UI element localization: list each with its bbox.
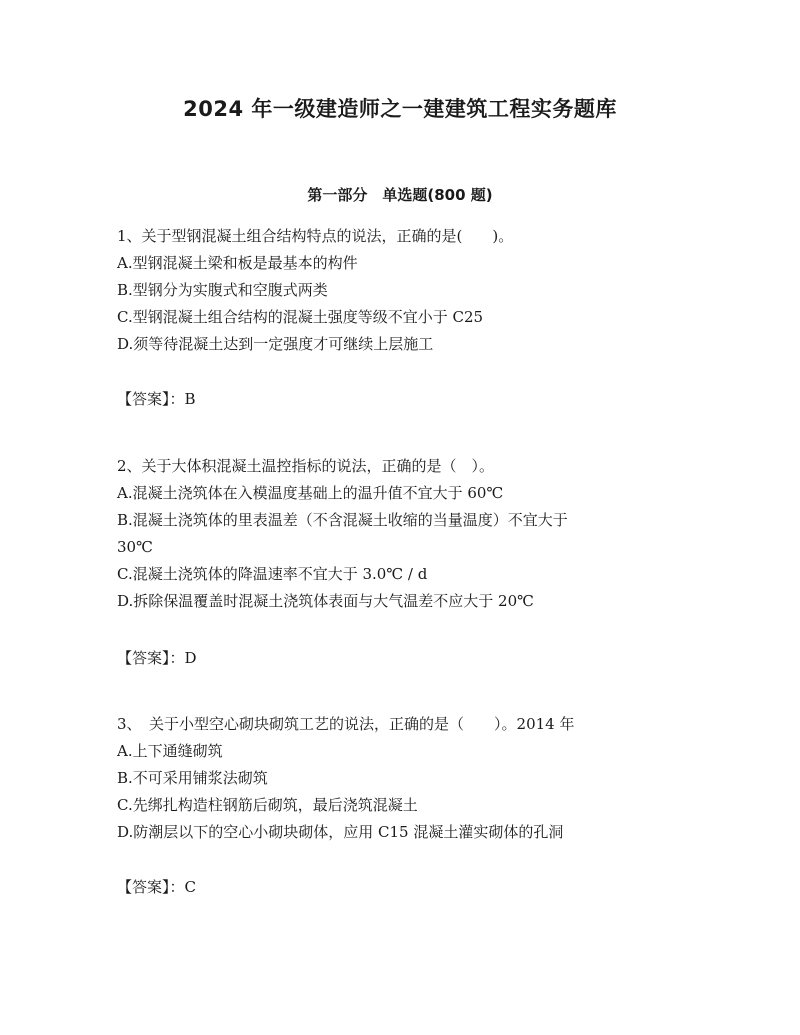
option-b: B.混凝土浇筑体的里表温差（不含混凝土收缩的当量温度）不宜大于 [117, 511, 568, 529]
question-stem: 2、关于大体积混凝土温控指标的说法，正确的是（ ）。 [117, 457, 495, 475]
option-c: C.混凝土浇筑体的降温速率不宜大于 3.0℃ / d [117, 565, 428, 583]
option-b: B.不可采用铺浆法砌筑 [117, 769, 268, 787]
option-d: D.须等待混凝土达到一定强度才可继续上层施工 [117, 335, 434, 353]
option-b: B.型钢分为实腹式和空腹式两类 [117, 281, 328, 299]
section-title: 第一部分 单选题(800 题) [307, 186, 493, 204]
question-3 [117, 711, 677, 846]
answer-value: ：D [169, 649, 197, 667]
answer-2 [117, 645, 197, 672]
question-2 [117, 453, 677, 615]
answer-3 [117, 874, 196, 901]
option-d: D.防潮层以下的空心小砌块砌体，应用 C15 混凝土灌实砌体的孔洞 [117, 823, 564, 841]
option-a: A.上下通缝砌筑 [117, 742, 223, 760]
answer-1 [117, 386, 196, 413]
answer-value: ：B [169, 390, 196, 408]
option-b-continued: 30℃ [117, 538, 153, 556]
answer-label: 【答案】 [117, 878, 170, 896]
question-1 [117, 223, 677, 358]
option-d: D.拆除保温覆盖时混凝土浇筑体表面与大气温差不应大于 20℃ [117, 592, 534, 610]
answer-label: 【答案】 [117, 649, 170, 667]
question-stem: 3、 关于小型空心砌块砌筑工艺的说法，正确的是（ ）。2014 年 [117, 715, 575, 733]
option-c: C.型钢混凝土组合结构的混凝土强度等级不宜小于 C25 [117, 308, 484, 326]
answer-value: ：C [169, 878, 196, 896]
option-a: A.型钢混凝土梁和板是最基本的构件 [117, 254, 358, 272]
answer-label: 【答案】 [117, 390, 170, 408]
document-title: 2024 年一级建造师之一建建筑工程实务题库 [183, 97, 617, 121]
question-stem: 1、关于型钢混凝土组合结构特点的说法，正确的是( )。 [117, 227, 514, 245]
option-c: C.先绑扎构造柱钢筋后砌筑，最后浇筑混凝土 [117, 796, 418, 814]
option-a: A.混凝土浇筑体在入模温度基础上的温升值不宜大于 60℃ [117, 484, 504, 502]
